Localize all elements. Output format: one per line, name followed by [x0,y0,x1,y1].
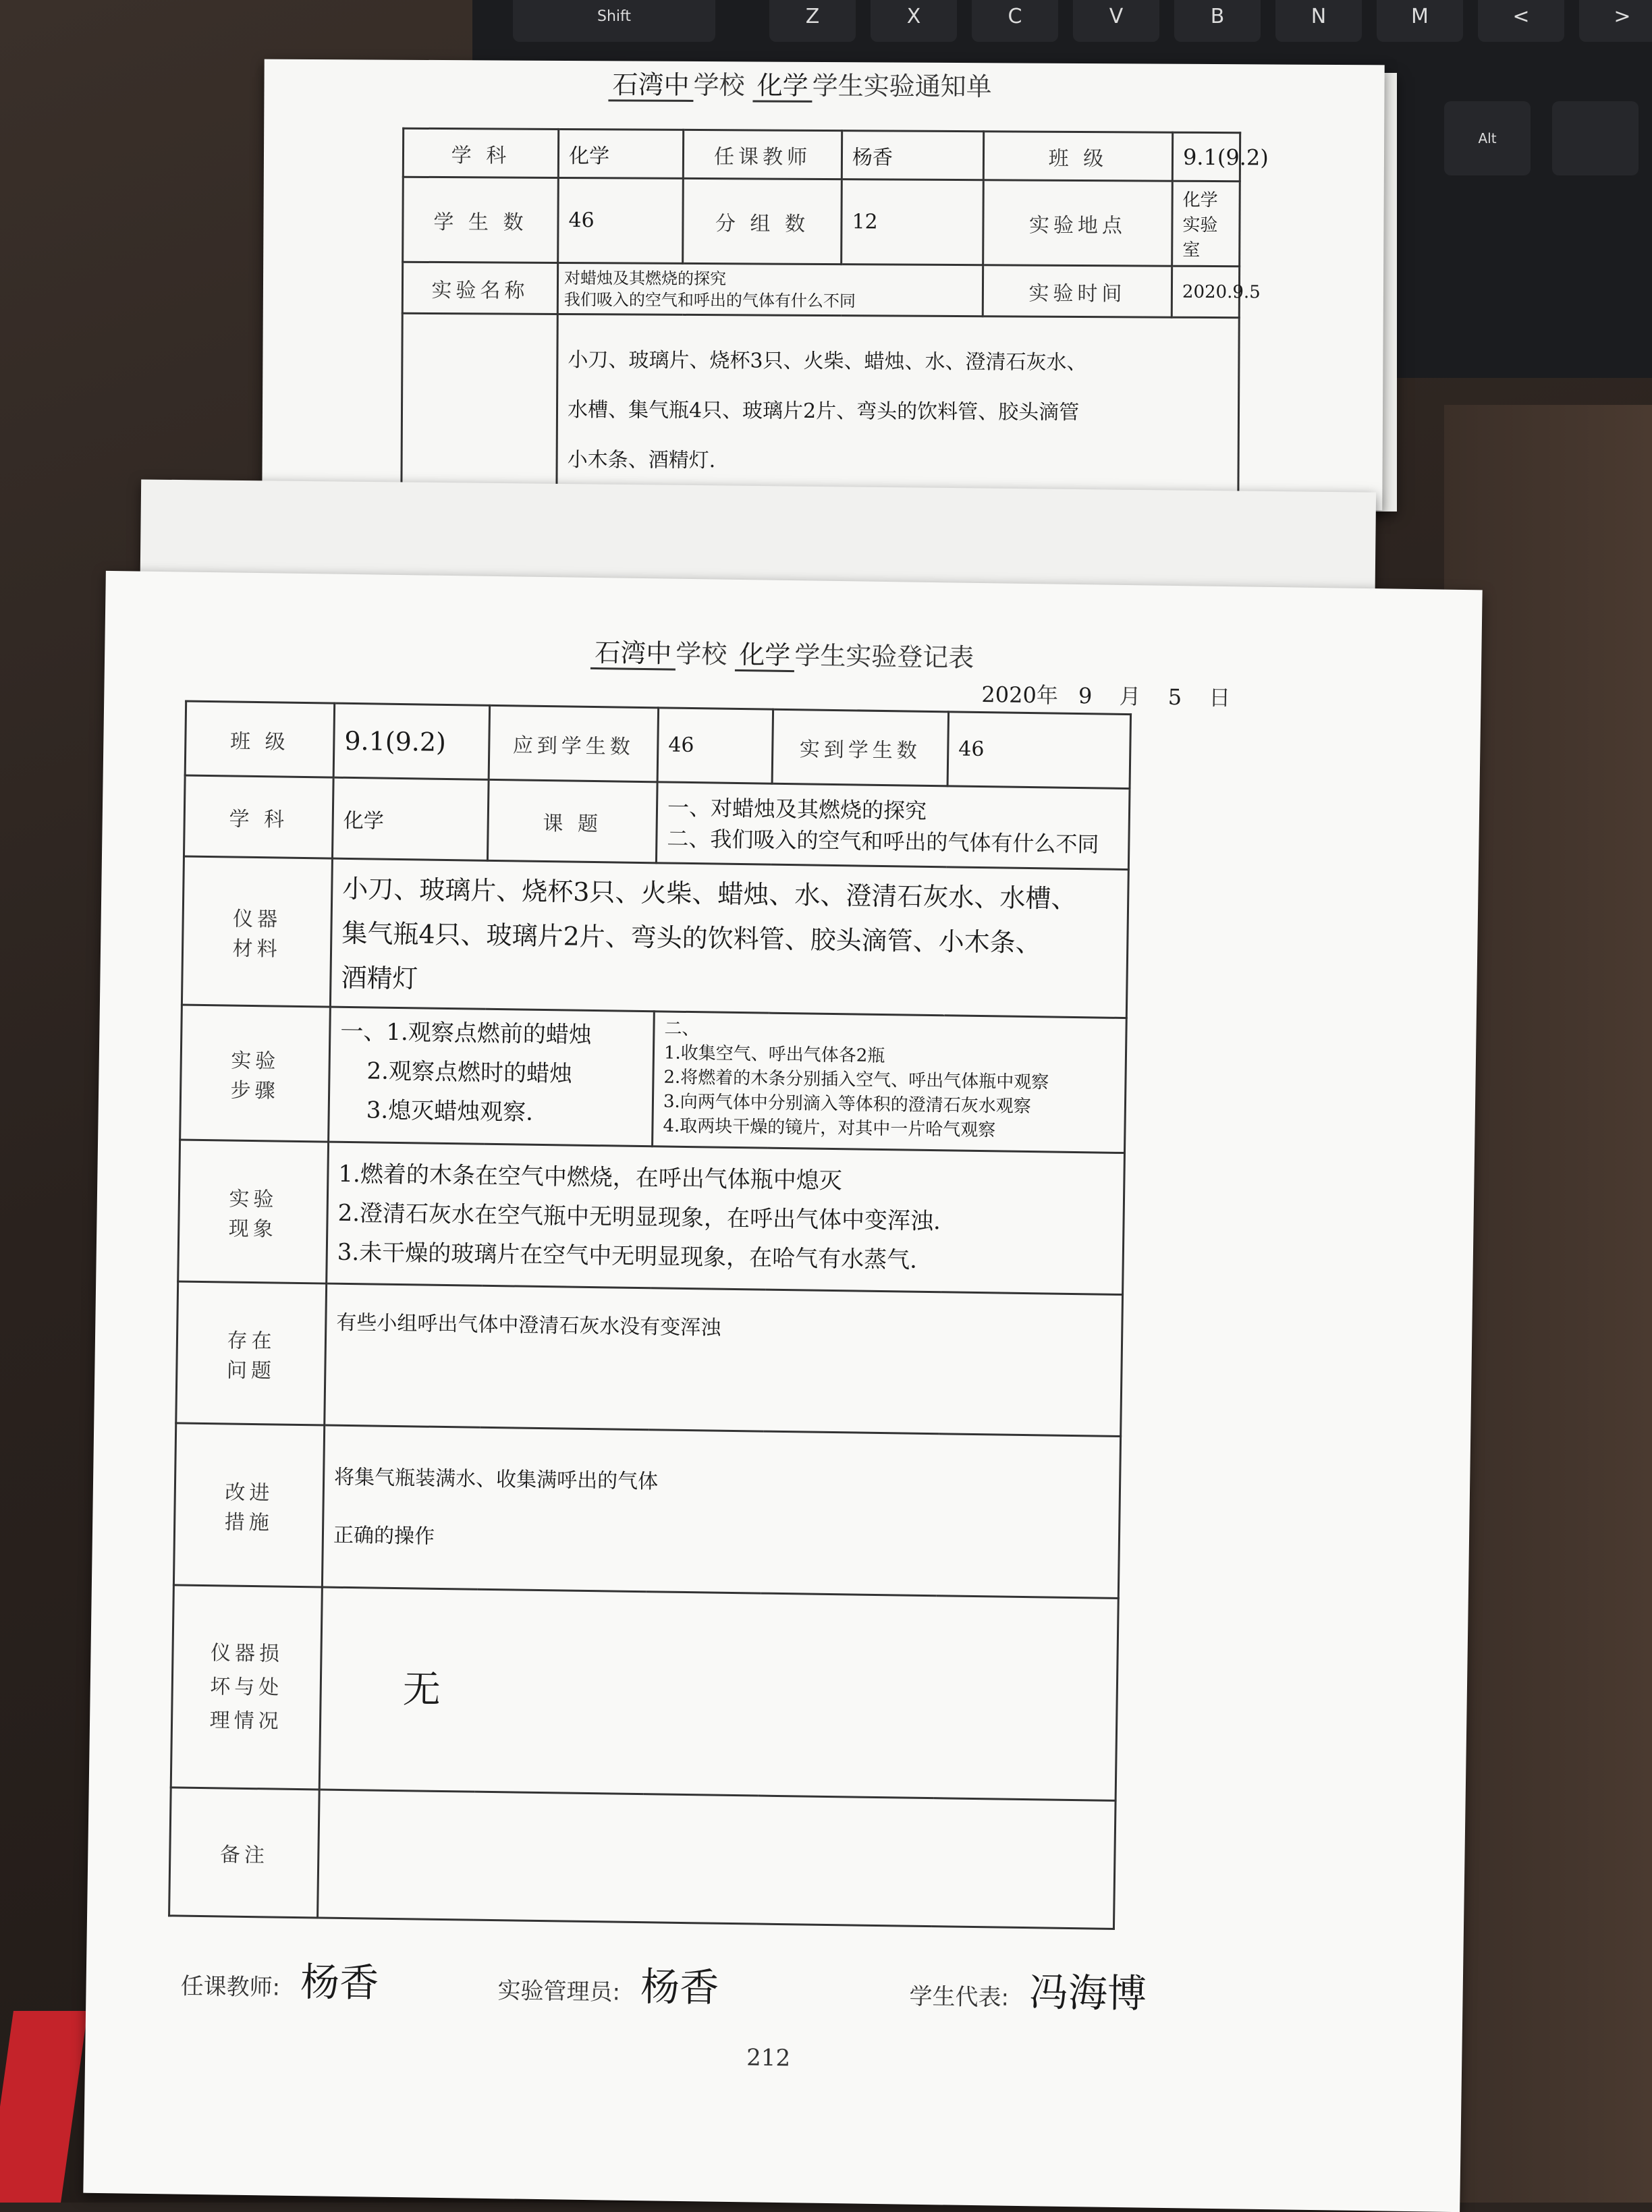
reg-phen-label [178,1140,329,1283]
reg-actual-label: 实到学生数 [772,709,949,786]
manager-signature-row [497,1953,719,2013]
rep-signature-row [909,1959,1147,2019]
page-number: 212 [746,2044,791,2072]
reg-steps-label [180,1005,331,1142]
notice-time-label: 实验时间 [983,265,1172,317]
reg-step-a-3: 3.熄灭蜡烛观察. [366,1097,534,1126]
reg-problem-label-1: 存在 [227,1328,276,1353]
rep-label: 学生代表: [909,1983,1010,2012]
register-table [168,700,1132,1930]
reg-problem-value: 有些小组呼出气体中澄清石灰水没有变浑浊 [325,1283,1123,1436]
notice-subject-label: 学 科 [403,128,558,177]
teacher-signature-row [180,1949,379,2008]
reg-topic-value [656,782,1130,870]
register-date [981,678,1230,712]
reg-step-b-3: 3.向两气体中分别滴入等体积的澄清石灰水观察 [663,1091,1031,1117]
reg-phen-value [327,1142,1125,1294]
reg-phen-3: 3.未干燥的玻璃片在空气中无明显现象，在哈气有水蒸气. [337,1238,918,1274]
reg-improve-value [322,1425,1120,1598]
reg-improve-label [173,1423,324,1587]
key-m: M [1377,0,1463,42]
notice-title [608,63,991,103]
notice-name-value [557,262,983,316]
reg-remark-label: 备注 [169,1788,320,1918]
reg-phen-label-1: 实验 [229,1187,278,1212]
reg-steps-label-2: 步骤 [230,1078,279,1103]
notice-name-line1: 对蜡烛及其燃烧的探究 [563,268,727,288]
key-c: C [972,0,1058,42]
reg-subject-label: 学 科 [184,775,333,858]
date-year-unit: 年 [1036,682,1059,709]
reg-phen-label-2: 现象 [228,1217,278,1242]
key-x: X [871,0,957,42]
reg-expected-label: 应到学生数 [489,705,659,781]
register-school-suffix: 学校 [675,638,727,669]
date-month-unit: 月 [1119,683,1141,710]
notice-sheet [262,59,1384,511]
notice-subject-value: 化学 [558,129,683,178]
reg-equip-value [330,858,1128,1018]
reg-damage-label-3: 理情况 [209,1708,283,1734]
reg-equip-label-2: 材料 [232,937,281,962]
register-title-suffix: 学生实验登记表 [794,640,974,673]
reg-improve-1: 将集气瓶装满水、收集满呼出的气体 [333,1465,659,1493]
reg-subject-value: 化学 [332,777,489,860]
reg-topic-1: 一、对蜡烛及其燃烧的探究 [667,794,927,824]
teacher-label: 任课教师: [180,1972,281,2001]
reg-phen-1: 1.燃着的木条在空气中燃烧，在呼出气体瓶中熄灭 [338,1160,843,1194]
reg-class-value: 9.1(9.2) [333,703,490,779]
reg-problem-label-2: 问题 [226,1358,276,1383]
register-subject-fill: 化学 [735,640,795,672]
notice-subject-fill: 化学 [753,70,813,102]
reg-improve-label-2: 措施 [224,1510,273,1534]
notice-class-label: 班 级 [983,132,1172,181]
reg-topic-label: 课 题 [487,779,657,862]
notice-time-value: 2020.9.5 [1172,266,1239,318]
reg-class-label: 班 级 [185,701,335,777]
reg-step-b-0: 二、 [664,1018,700,1040]
reg-step-a-1: 一、1.观察点燃前的蜡烛 [340,1018,593,1049]
reg-damage-label-2: 坏与处 [210,1674,283,1700]
notice-groups-label: 分 组 数 [683,178,842,264]
notice-title-suffix: 学生实验通知单 [812,70,992,102]
key-alt: Alt [1444,101,1531,175]
notice-equip-line2: 水槽、集气瓶4只、玻璃片2片、弯头的饮料管、胶头滴管 [567,398,1080,424]
date-year: 2020 [981,682,1037,709]
notice-name-label: 实验名称 [402,262,557,314]
reg-steps-b [653,1012,1127,1153]
notice-groups-value: 12 [842,179,984,265]
reg-equip-label-1: 仪器 [232,907,282,932]
reg-steps-a [329,1007,655,1146]
reg-remark-value [318,1790,1116,1929]
reg-damage-label-1: 仪器损 [210,1640,284,1666]
notice-equip-line3: 小木条、酒精灯. [567,448,716,473]
reg-problem-label [176,1281,327,1425]
manager-label: 实验管理员: [497,1977,621,2006]
notice-place-value: 化学实验室 [1172,181,1240,267]
notice-school-suffix: 学校 [693,70,745,101]
key-n: N [1275,0,1362,42]
manager-signature: 杨香 [640,1964,719,2011]
date-day: 5 [1167,684,1182,711]
reg-equip-line-1: 小刀、玻璃片、烧杯3只、火柴、蜡烛、水、澄清石灰水、水槽、 [342,873,1077,914]
notice-students-value: 46 [558,177,684,263]
key-v: V [1073,0,1159,42]
reg-step-b-1: 1.收集空气、呼出气体各2瓶 [663,1043,885,1067]
key-comma: < [1478,0,1564,42]
notice-equip-line1: 小刀、玻璃片、烧杯3只、火柴、蜡烛、水、澄清石灰水、 [568,348,1087,375]
register-school: 石湾中 [590,638,676,671]
reg-improve-label-1: 改进 [225,1480,274,1505]
key-z: Z [769,0,856,42]
register-sheet [83,571,1482,2212]
reg-expected-value: 46 [657,708,773,783]
notice-teacher-label: 任课教师 [683,130,842,179]
reg-equip-line-2: 集气瓶4只、玻璃片2片、弯头的饮料管、胶头滴管、小木条、 [341,918,1041,958]
date-day-unit: 日 [1209,684,1231,711]
teacher-signature: 杨香 [300,1959,379,2006]
notice-table [400,128,1269,535]
notice-place-label: 实验地点 [983,180,1173,266]
reg-actual-value: 46 [947,712,1131,789]
key-period: > [1579,0,1652,42]
reg-damage-value: 无 [319,1587,1118,1800]
key-blank [1552,101,1639,175]
reg-step-b-4: 4.取两块干燥的镜片，对其中一片哈气观察 [663,1115,996,1141]
reg-equip-label [182,856,332,1007]
key-shift: Shift [513,0,715,42]
reg-topic-2: 二、我们吸入的空气和呼出的气体有什么不同 [667,825,1099,857]
notice-class-value: 9.1(9.2) [1172,132,1240,182]
reg-damage-label [171,1585,322,1790]
reg-step-b-2: 2.将燃着的木条分别插入空气、呼出气体瓶中观察 [663,1067,1049,1093]
reg-steps-label-1: 实验 [231,1049,280,1074]
notice-students-label: 学 生 数 [403,177,559,262]
notice-school: 石湾中 [608,70,693,102]
notice-name-line2: 我们吸入的空气和呼出的气体有什么不同 [563,289,856,310]
key-b: B [1174,0,1261,42]
register-title [590,632,974,674]
rep-signature: 冯海博 [1028,1969,1147,2017]
date-month: 9 [1078,683,1093,709]
reg-phen-2: 2.澄清石灰水在空气瓶中无明显现象，在呼出气体中变浑浊. [337,1199,941,1235]
notice-teacher-value: 杨香 [842,131,983,180]
reg-equip-line-3: 酒精灯 [341,962,418,993]
reg-step-a-2: 2.观察点燃时的蜡烛 [366,1057,573,1088]
reg-improve-2: 正确的操作 [333,1523,435,1549]
